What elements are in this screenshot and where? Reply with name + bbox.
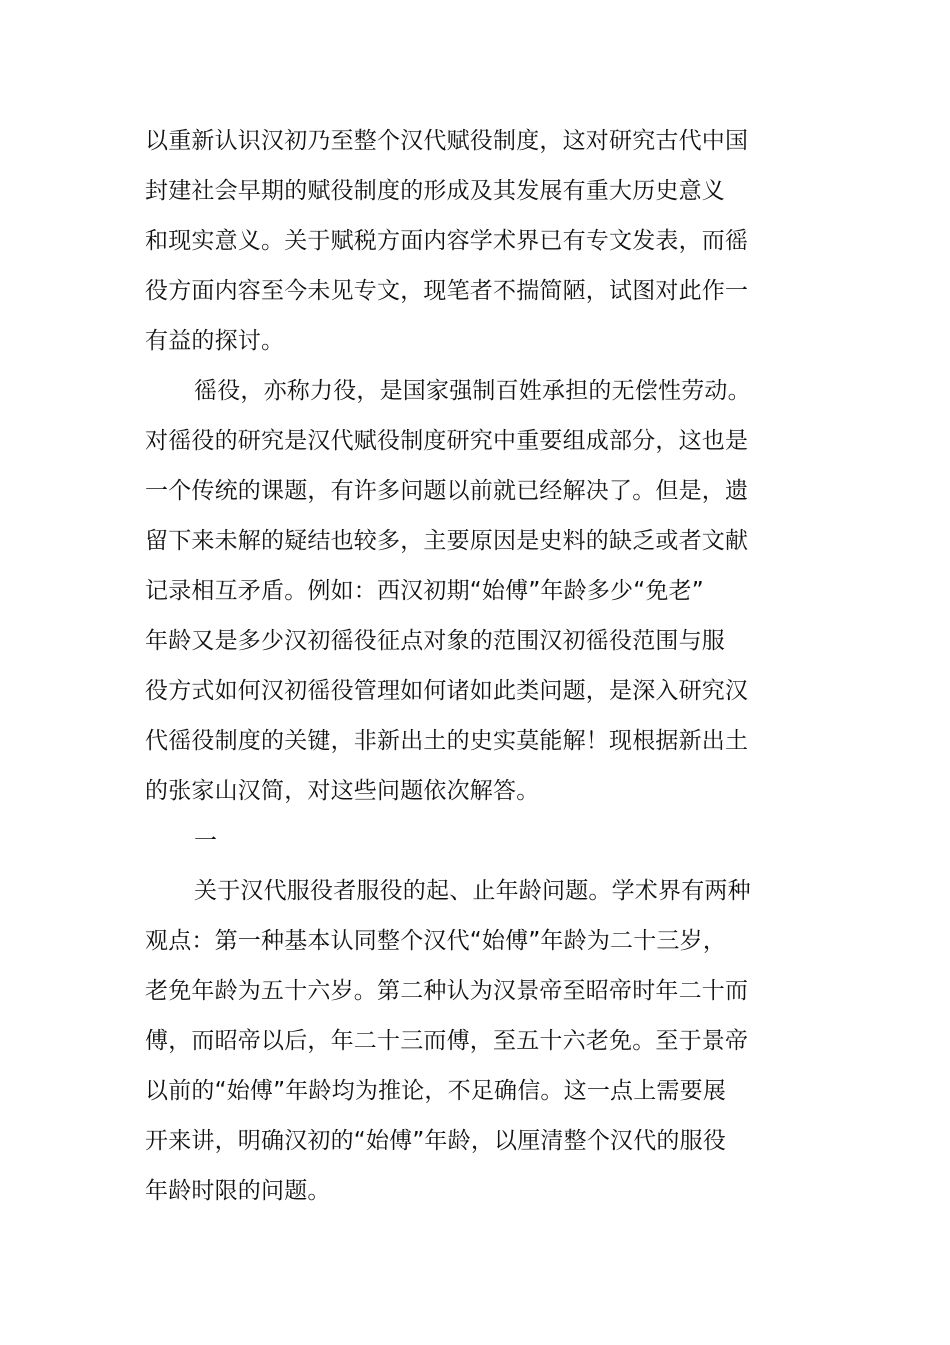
text-line: 老免年龄为五十六岁。第二种认为汉景帝至昭帝时年二十而 [145, 978, 749, 1004]
text-line: 年龄时限的问题。 [145, 1178, 331, 1204]
text-line: 代徭役制度的关键，非新出土的史实莫能解！现根据新出土 [145, 728, 749, 754]
text-line: 傅，而昭帝以后，年二十三而傅，至五十六老免。至于景帝 [145, 1028, 749, 1054]
text-line: 以前的“始傅”年龄均为推论，不足确信。这一点上需要展 [145, 1078, 727, 1104]
paragraph-corvee [145, 366, 785, 816]
text-line: 徭役，亦称力役，是国家强制百姓承担的无偿性劳动。 [194, 378, 751, 404]
paragraph-continuation [145, 116, 785, 366]
text-line: 役方式如何汉初徭役管理如何诸如此类问题，是深入研究汉 [145, 678, 749, 704]
text-line: 留下来未解的疑结也较多，主要原因是史料的缺乏或者文献 [145, 528, 749, 554]
text-line: 以重新认识汉初乃至整个汉代赋役制度，这对研究古代中国 [145, 128, 749, 154]
document-body [145, 116, 785, 1216]
text-line: 和现实意义。关于赋税方面内容学术界已有专文发表，而徭 [145, 228, 749, 254]
text-line: 一个传统的课题，有许多问题以前就已经解决了。但是，遗 [145, 478, 749, 504]
text-line: 记录相互矛盾。例如：西汉初期“始傅”年龄多少“免老” [145, 578, 704, 604]
text-line: 观点：第一种基本认同整个汉代“始傅”年龄为二十三岁， [145, 928, 727, 954]
paragraph-age [145, 866, 785, 1216]
text-line: 的张家山汉简，对这些问题依次解答。 [145, 778, 540, 804]
text-line: 封建社会早期的赋役制度的形成及其发展有重大历史意义 [145, 178, 725, 204]
text-line: 对徭役的研究是汉代赋役制度研究中重要组成部分，这也是 [145, 428, 749, 454]
text-line: 关于汉代服役者服役的起、止年龄问题。学术界有两种 [194, 878, 751, 904]
section-heading: 一 [194, 828, 218, 854]
text-line: 年龄又是多少汉初徭役征点对象的范围汉初徭役范围与服 [145, 628, 725, 654]
text-line: 有益的探讨。 [145, 328, 285, 354]
text-line: 役方面内容至今未见专文，现笔者不揣简陋，试图对此作一 [145, 278, 749, 304]
text-line: 开来讲，明确汉初的“始傅”年龄，以厘清整个汉代的服役 [145, 1128, 727, 1154]
